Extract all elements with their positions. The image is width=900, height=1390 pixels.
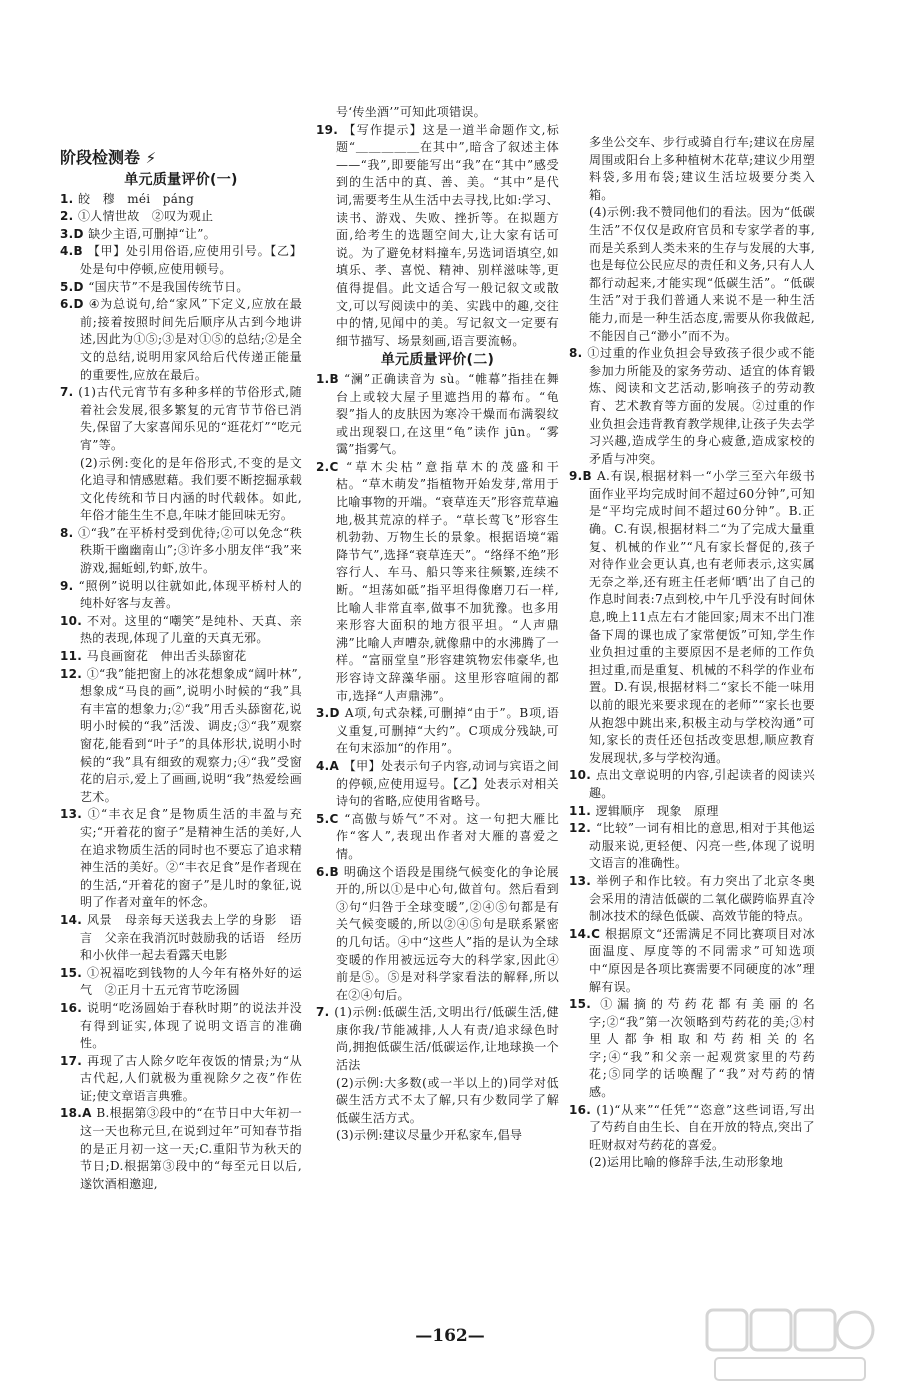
- answer-item: [60, 1105, 302, 1193]
- answer-number: 16.: [60, 1000, 87, 1015]
- answer-number: 8.: [60, 525, 79, 540]
- answer-number: 4.A: [316, 758, 344, 773]
- answer-text: (1)古代元宵节有多种多样的节俗形式,随着社会发展,很多繁复的元宵节节俗已消失,保留了大家喜闻乐见的“逛花灯”“吃元宵”等。: [78, 385, 302, 452]
- answer-number: 2.C: [316, 459, 346, 474]
- answer-text: ④为总说句,给“家风”下定义,应放在最前;接着按照时间先后顺序从古到今地讲述,因此为①⑤;③是对①⑤的总结;②是全文的总结,说明用家风给后代传递正能量的重要性,应放在最后。: [80, 297, 303, 382]
- answer-number: 11.: [569, 803, 596, 818]
- watermark-logo: [705, 1306, 880, 1384]
- answer-item: [316, 122, 559, 351]
- page-title-text: 阶段检测卷: [60, 148, 141, 167]
- answer-item: [569, 926, 815, 996]
- answer-text: (2)运用比喻的修辞手法,生动形象地: [589, 1155, 784, 1170]
- answer-item: [569, 803, 815, 821]
- answer-number: 14.: [60, 912, 88, 927]
- answer-number: 7.: [316, 1005, 335, 1020]
- page-title: [60, 145, 156, 168]
- answer-number: 3.D: [316, 706, 345, 721]
- answer-text: (1)“从来”“任凭”“恣意”这些词语,写出了芍药自由生长、自在开放的特点,突出了旺财叔对芍药花的喜爱。: [589, 1102, 815, 1152]
- answer-text: 明确这个语段是围绕气候变化的争论展开的,所以①是中心句,做首句。然后看到③句“归咎于全球变暖”,②④⑤句都是有关气候变暖的,所以②④⑤句是联系紧密的几句话。④中“这些人”指的是认为全球变暖的作用被远远夸大的科学家,因此④前是⑤。⑤是对科学家看法的解释,所以在②④句后。: [336, 864, 559, 1002]
- answer-text: 缺少主语,可删掉“让”。: [88, 226, 216, 241]
- answer-text: “国庆节”不是我国传统节日。: [88, 279, 249, 294]
- answer-text: (2)示例:变化的是年俗形式,不变的是文化追寻和情感慰藉。我们要不断挖掘承载文化传统和节日内涵的时代载体。如此,年俗才能生生不息,年味才能回味无穷。: [80, 455, 302, 523]
- answer-item: [316, 864, 559, 1005]
- answer-number: 11.: [60, 649, 87, 664]
- answer-list-2a: [316, 122, 559, 351]
- answer-text: 【写作提示】这是一道半命题作文,标题“＿＿＿＿＿在其中”,暗含了叙述主体——“我”,即要能写出“我”在“其中”感受到的生活中的真、善、美。“其中”是代词,需要考生从生活中去寻找,比如:学习、读书、游戏、失败、挫折等。在拟题方面,给考生的选题空间大,让大家有话可说。为了避免材料撞车,另选词语填空,如填乐、孝、喜悦、精神、别样滋味等,更值得提倡。此文适合写一般记叙文或散文,可以写阅读中的美、实践中的趣,交往中的情,见闻中的美。写记叙文一定要有细节描写、场景刻画,语言要流畅。: [336, 122, 559, 348]
- answer-item: [60, 243, 302, 278]
- answer-text: 说明“吃汤圆始于春秋时期”的说法并没有得到证实,体现了说明文语言的准确性。: [80, 1000, 302, 1051]
- answer-item: [60, 1053, 302, 1106]
- answer-number: 13.: [569, 873, 597, 888]
- answer-item: [60, 191, 302, 209]
- answer-item: [60, 384, 302, 454]
- answer-item: [60, 525, 302, 578]
- answer-text: (3)示例:建议尽量少开私家车,倡导: [336, 1128, 523, 1143]
- answer-item: [569, 767, 815, 802]
- section-heading-1: 单元质量评价(一): [124, 172, 238, 188]
- answer-text: 举例子和作比较。有力突出了北京冬奥会采用的清洁低碳的二氧化碳跨临界直冷制冰技术的绿色低碳、高效节能的特点。: [589, 873, 815, 924]
- answer-number: 3.D: [60, 226, 89, 241]
- answer-number: 10.: [60, 613, 87, 628]
- continued-text-3: 多坐公交车、步行或骑自行车;建议在房屋周围或阳台上多种植树木花草;建议少用塑料袋,多用布袋;建议生活垃圾要分类入箱。: [589, 135, 815, 202]
- continued-text: 号‘传坐酒’”可知此项错误。: [336, 105, 486, 119]
- answer-item: [60, 296, 302, 384]
- answer-item: [60, 912, 315, 965]
- answer-text: 【甲】处表示句子内容,动词与宾语之间的停顿,应使用逗号。【乙】处表示对相关诗句的省略,应使用省略号。: [336, 758, 559, 809]
- answer-text: 根据原文“还需满足不同比赛项目对冰面温度、厚度等的不同需求”可知选项中“原因是各项比赛需要不同硬度的冰”理解有误。: [589, 926, 815, 994]
- answer-number: 17.: [60, 1053, 88, 1068]
- answer-item: [60, 965, 302, 1000]
- answer-text: ①“我”在平桥村受到优待;②可以免念“秩秩斯干幽幽南山”;③许多小朋友伴“我”来游戏,掘蚯蚓,钓虾,放牛。: [78, 525, 302, 576]
- answer-item: [569, 1102, 815, 1155]
- answer-number: 8.: [569, 346, 588, 361]
- page-number: —162—: [415, 1326, 485, 1346]
- answer-text: 风景 母亲每天送我去上学的身影 语言 父亲在我消沉时鼓励我的话语 经历 和小伙伴一起去看露天电影: [80, 912, 315, 963]
- answer-text: ①过重的作业负担会导致孩子很少或不能参加力所能及的家务劳动、适宜的体育锻炼、阅读和文艺活动,影响孩子的劳动教育、艺术教育等方面的发展。②过重的作业负担会违背教育教学规律,让孩子失去学习兴趣,造成学生的身心疲惫,造成家校的矛盾与冲突。: [587, 346, 815, 466]
- answer-item: [569, 873, 815, 926]
- answer-number: 1.B: [316, 371, 345, 386]
- answer-text: ①人情世故 ②叹为观止: [78, 209, 214, 224]
- column-1: [60, 170, 315, 1193]
- answer-item: [60, 578, 302, 613]
- answer-number: 14.C: [569, 926, 606, 941]
- answer-text: “照例”说明以往就如此,体现平桥村人的纯朴好客与友善。: [78, 578, 302, 611]
- answer-text: “草木尖枯”意指草木的茂盛和干枯。“草木萌发”指植物开始发芽,常用于比喻事物的开端。“衰草连天”形容荒草遍地,极其荒凉的样子。“草长莺飞”形容生机勃勃、万物生长的景象。根据语境“霜降节气”,选择“衰草连天”。“络绎不绝”形容行人、车马、船只等来往频繁,连续不断。“坦荡如砥”指平坦得像磨刀石一样,比喻人非常直率,做事不加犹豫。也多用来形容大面积的地方很平坦。“人声鼎沸”比喻人声嘈杂,就像鼎中的水沸腾了一样。“富丽堂皇”形容建筑物宏伟豪华,也形容诗文辞藻华丽。这里形容喧闹的都市,选择“人声鼎沸”。: [336, 459, 559, 703]
- answer-item: [569, 820, 815, 873]
- answer-item: [316, 1004, 559, 1074]
- answer-number: 9.B: [569, 469, 598, 484]
- column-2: [316, 104, 559, 1145]
- answer-item: [60, 648, 302, 666]
- answer-number: 18.A: [60, 1106, 97, 1121]
- answer-item: [60, 806, 302, 912]
- answer-text: 不对。这里的“嘲笑”是纯朴、天真、亲热的表现,体现了儿童的天真无邪。: [80, 613, 302, 646]
- answer-item: [60, 226, 302, 244]
- column-3: [569, 134, 815, 1172]
- answer-item: [569, 996, 815, 1102]
- answer-number: 19.: [316, 122, 344, 137]
- answer-number: 10.: [569, 768, 596, 783]
- answer-text: 点出文章说明的内容,引起读者的阅读兴趣。: [589, 768, 815, 800]
- answer-list-2b: [316, 371, 559, 1145]
- answer-number: 7.: [60, 385, 79, 400]
- answer-text: 逻辑顺序 现象 原理: [595, 803, 719, 818]
- answer-text: (4)示例:我不赞同他们的看法。因为“低碳生活”不仅仅是政府官员和专家学者的事,而是关系到人类未来的生存与发展的大事,也是每位公民应尽的责任和义务,只有人人都行动起来,才能实现“低碳生活”。“低碳生活”对于我们普通人来说不是一种生活能力,而是一种生活态度,需要从你我做起,不能因自己“渺小”而不为。: [589, 205, 815, 343]
- answer-number: 13.: [60, 807, 88, 822]
- answer-text: ①祝福吃到钱物的人今年有格外好的运气 ②正月十五元宵节吃汤圆: [80, 965, 302, 998]
- answer-text: (1)示例:低碳生活,文明出行/低碳生活,健康你我/节能减排,人人有责/追求绿色时尚,拥抱低碳生活/低碳运作,让地球换一个活法: [334, 1005, 559, 1073]
- answer-number: 15.: [60, 965, 88, 980]
- answer-number: 6.B: [316, 864, 344, 879]
- answer-number: 15.: [569, 997, 601, 1012]
- answer-number: 1.: [60, 191, 78, 206]
- answer-number: 6.D: [60, 297, 89, 312]
- answer-item: [60, 666, 302, 807]
- answer-list-3: [569, 204, 815, 1172]
- answer-text: A.有误,根据材料一“小学三至六年级书面作业平均完成时间不超过60分钟”,可知是“平均完成时间不超过60分钟”。B.正确。C.有误,根据材料二“为了完成大量重复、机械的作业”“凡有家长督促的,孩子对待作业会更认真,也有老师表示,这实属无奈之举,还有班主任老师‘晒’出了自己的作息时间表:7点到校,中午几乎没有时间休息,晚上11点左右才能回家;周末不出门准备下周的课也成了家常便饭”可知,学生作业负担过重的主要原因不是老师的工作负担过重,而是重复、机械的不科学的作业布置。D.有误,根据材料二“家长不能一味用以前的眼光来要求现在的老师”“家长也要从抱怨中跳出来,积极主动与学校沟通”可知,家长的责任还包括改变思想,顺应教育发展现状,多与学校沟通。: [589, 469, 815, 765]
- answer-item: [316, 1127, 559, 1145]
- answer-text: ①“我”能把窗上的冰花想象成“阔叶林”,想象成“马良的画”,说明小时候的“我”具有丰富的想象力;②“我”用舌头舔窗花,说明小时候的“我”活泼、调皮;③“我”观察窗花,能看到“叶子”的具体形状,说明小时候的“我”具有细致的观察力;④“我”受窗花的启示,爱上了画画,说明“我”热爱绘画艺术。: [80, 666, 303, 804]
- answer-number: 5.D: [60, 279, 89, 294]
- answer-item: [316, 459, 559, 705]
- answer-text: A项,句式杂糅,可删掉“由于”。B项,语义重复,可删掉“大约”。C项成分残缺,可在句末添加“的作用”。: [336, 706, 559, 756]
- answer-number: 12.: [569, 821, 596, 836]
- section-heading-2: 单元质量评价(二): [380, 352, 495, 369]
- lightning-icon: ⚡: [145, 149, 157, 167]
- answer-number: 4.B: [60, 244, 88, 259]
- answer-number: 5.C: [316, 811, 345, 826]
- answer-item: [569, 468, 815, 767]
- answer-text: 【甲】处引用俗语,应使用引号。【乙】处是句中停顿,应使用顿号。: [80, 244, 302, 276]
- answer-number: 2.: [60, 209, 78, 224]
- answer-text: B.根据第③段中的“在节日中大年初一这一天也称元旦,在说到过年”可知春节指的是正月初一这一天;C.重阳节为秋天的节日;D.根据第③段中的“每至元日以后,遂饮酒相邀迎,: [80, 1106, 302, 1191]
- answer-text: ①漏摘的芍药花都有美丽的名字;②“我”第一次领略到芍药花的美;③村里人都争相取和芍药相关的名字;④“我”和父亲一起观赏家里的芍药花;⑤同学的话唤醒了“我”对芍药的情感。: [589, 997, 815, 1100]
- answer-item: [60, 613, 302, 648]
- answer-item: [569, 204, 815, 345]
- answer-text: 皎 穆 méi páng: [78, 191, 195, 206]
- answer-text: ①“丰衣足食”是物质生活的丰盈与充实;“开着花的窗子”是精神生活的美好,人在追求物质生活的同时也不要忘了追求精神生活的美好。②“丰衣足食”是作者现在的生活,“开着花的窗子”是儿时的象征,说明了作者对童年的怀念。: [80, 807, 303, 910]
- answer-number: 16.: [569, 1102, 597, 1117]
- answer-item: [316, 758, 559, 811]
- answer-text: “比较”一词有相比的意思,相对于其他运动服来说,更轻便、闪亮一些,体现了说明文语言的准确性。: [589, 821, 815, 871]
- answer-item: [316, 811, 559, 864]
- answer-item: [316, 1075, 559, 1128]
- answer-item: [316, 705, 559, 758]
- answer-text: “澜”正确读音为 sù。“帷幕”指挂在舞台上或较大屋子里遮挡用的幕布。“龟裂”指人的皮肤因为寒冷干燥而布满裂纹或出现裂口,在这里“龟”读作 jūn。“雾霭”指雾气。: [336, 371, 559, 457]
- answer-number: 12.: [60, 666, 87, 681]
- answer-item: [60, 1000, 302, 1053]
- answer-item: [60, 279, 302, 297]
- answer-number: 9.: [60, 578, 79, 593]
- answer-text: 再现了古人除夕吃年夜饭的情景;为“从古代起,人们就极为重视除夕之夜”作佐证;使文章语言典雅。: [80, 1053, 302, 1103]
- answer-text: (2)示例:大多数(或一半以上的)同学对低碳生活方式不太了解,只有少数同学了解低碳生活方式。: [336, 1075, 559, 1125]
- answer-item: [569, 1154, 815, 1172]
- answer-text: “高傲与娇气”不对。这一句把大雁比作“客人”,表现出作者对大雁的喜爱之情。: [336, 811, 559, 861]
- answer-item: [316, 371, 559, 459]
- answer-text: 马良画窗花 伸出舌头舔窗花: [86, 649, 247, 664]
- answer-item: [60, 208, 302, 226]
- answer-list-1: [60, 191, 315, 1194]
- answer-item: [60, 455, 302, 525]
- answer-item: [569, 345, 815, 468]
